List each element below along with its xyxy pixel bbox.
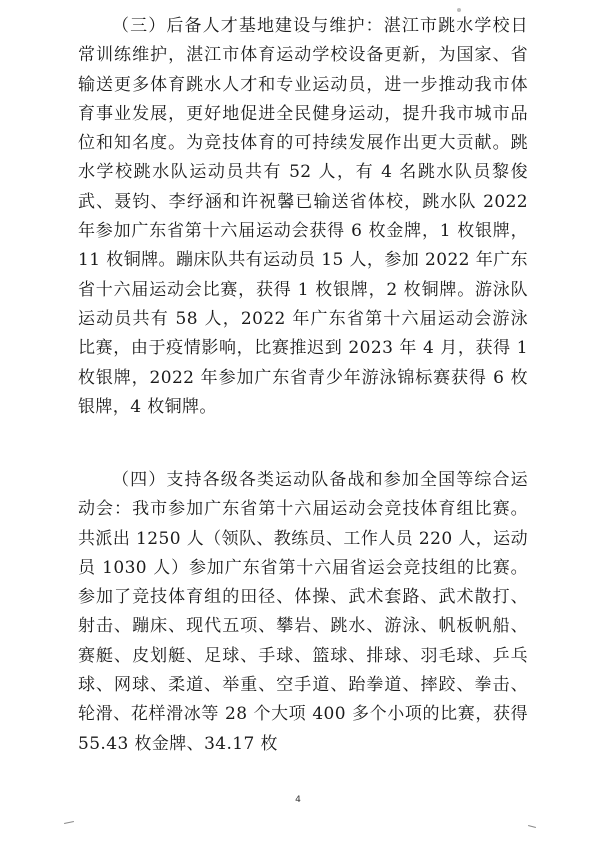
paragraph-reserve-talent-base: （三）后备人才基地建设与维护：湛江市跳水学校日常训练维护，湛江市体育运动学校设备更新，为国家、省输送更多体育跳水人才和专业运动员，进一步推动我市体育事业发展，更好地促进全民健身运动，提升我市城市品位和知名度。为竞技体育的可持续发展作出更大贡献。跳水学校跳水队运动员共有 52 人，有 4 名跳水队员黎俊武、聂钧、李纾涵和许祝馨已输送省体校，跳水队 2022 年参加广东省第十六届运动会获得 6 枚金牌，1 枚银牌，11 枚铜牌。蹦床队共有运动员 15 人，参加 2022 年广东省十六届运动会比赛，获得 1 枚银牌，2 枚铜牌。游泳队运动员共有 58 人，2022 年广东省第十六届运动会游泳比赛，由于疫情影响，比赛推迟到 2023 年 4 月，获得 1 枚银牌，2022 年参加广东省青少年游泳锦标赛获得 6 枚银牌，4 枚铜牌。 (78, 16, 528, 417)
scan-artifact-left (64, 821, 74, 824)
scan-artifact-right (528, 825, 536, 828)
paragraph-provincial-games: （四）支持各级各类运动队备战和参加全国等综合运动会：我市参加广东省第十六届运动会竞技体育组比赛。共派出 1250 人（领队、教练员、工作人员 220 人，运动员 1030 人）参加广东省第十六届省运会竞技组的比赛。参加了竞技体育组的田径、体操、武术套路、武术散打、射击、蹦床、现代五项、攀岩、跳水、游泳、帆板帆船、赛艇、皮划艇、足球、手球、篮球、排球、羽毛球、乒乓球、网球、柔道、举重、空手道、跆拳道、摔跤、拳击、轮滑、花样滑冰等 28 个大项 400 多个小项的比赛，获得 55.43 枚金牌、34.17 枚 (78, 470, 528, 754)
page-number: 4 (295, 795, 301, 805)
scan-artifact-top (457, 8, 461, 12)
